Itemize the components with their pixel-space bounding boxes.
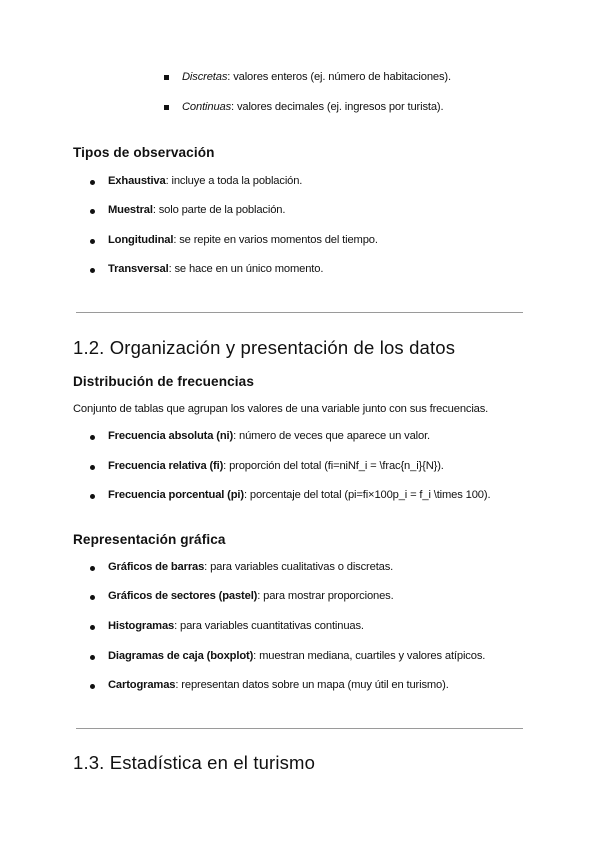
bullet-icon (90, 625, 95, 630)
list-item: Continuas: valores decimales (ej. ingresos por turista). (182, 101, 444, 113)
list-item: Gráficos de barras: para variables cualitativas o discretas. (108, 561, 394, 573)
square-bullet-icon (164, 75, 169, 80)
section-heading: Distribución de frecuencias (73, 374, 254, 389)
bullet-icon (90, 566, 95, 571)
bullet-icon (90, 494, 95, 499)
list-item: Frecuencia porcentual (pi): porcentaje del total (pi=fi×100p_i = f_i \times 100). (108, 489, 491, 501)
bullet-icon (90, 465, 95, 470)
section-heading: Tipos de observación (73, 145, 215, 160)
bullet-icon (90, 655, 95, 660)
list-item: Longitudinal: se repite en varios momentos del tiempo. (108, 234, 378, 246)
list-item: Frecuencia relativa (fi): proporción del total (fi=niNf_i = \frac{n_i}{N}). (108, 460, 444, 472)
bullet-icon (90, 684, 95, 689)
list-item: Frecuencia absoluta (ni): número de veces que aparece un valor. (108, 430, 430, 442)
list-item: Histogramas: para variables cuantitativas continuas. (108, 620, 364, 632)
list-item: Cartogramas: representan datos sobre un mapa (muy útil en turismo). (108, 679, 449, 691)
bullet-icon (90, 435, 95, 440)
section-heading: Representación gráfica (73, 532, 226, 547)
bullet-icon (90, 180, 95, 185)
list-item: Discretas: valores enteros (ej. número de habitaciones). (182, 71, 451, 83)
bullet-icon (90, 268, 95, 273)
list-item: Diagramas de caja (boxplot): muestran mediana, cuartiles y valores atípicos. (108, 650, 486, 662)
bullet-icon (90, 239, 95, 244)
list-item: Exhaustiva: incluye a toda la población. (108, 175, 303, 187)
list-item: Gráficos de sectores (pastel): para mostrar proporciones. (108, 590, 394, 602)
list-item: Muestral: solo parte de la población. (108, 204, 286, 216)
section-title: 1.3. Estadística en el turismo (73, 752, 316, 773)
bullet-icon (90, 209, 95, 214)
square-bullet-icon (164, 105, 169, 110)
paragraph: Conjunto de tablas que agrupan los valores de una variable junto con sus frecuencias. (73, 403, 489, 415)
list-item: Transversal: se hace en un único momento. (108, 263, 324, 275)
section-title: 1.2. Organización y presentación de los datos (73, 337, 456, 358)
horizontal-divider (76, 312, 523, 313)
horizontal-divider (76, 728, 523, 729)
bullet-icon (90, 595, 95, 600)
